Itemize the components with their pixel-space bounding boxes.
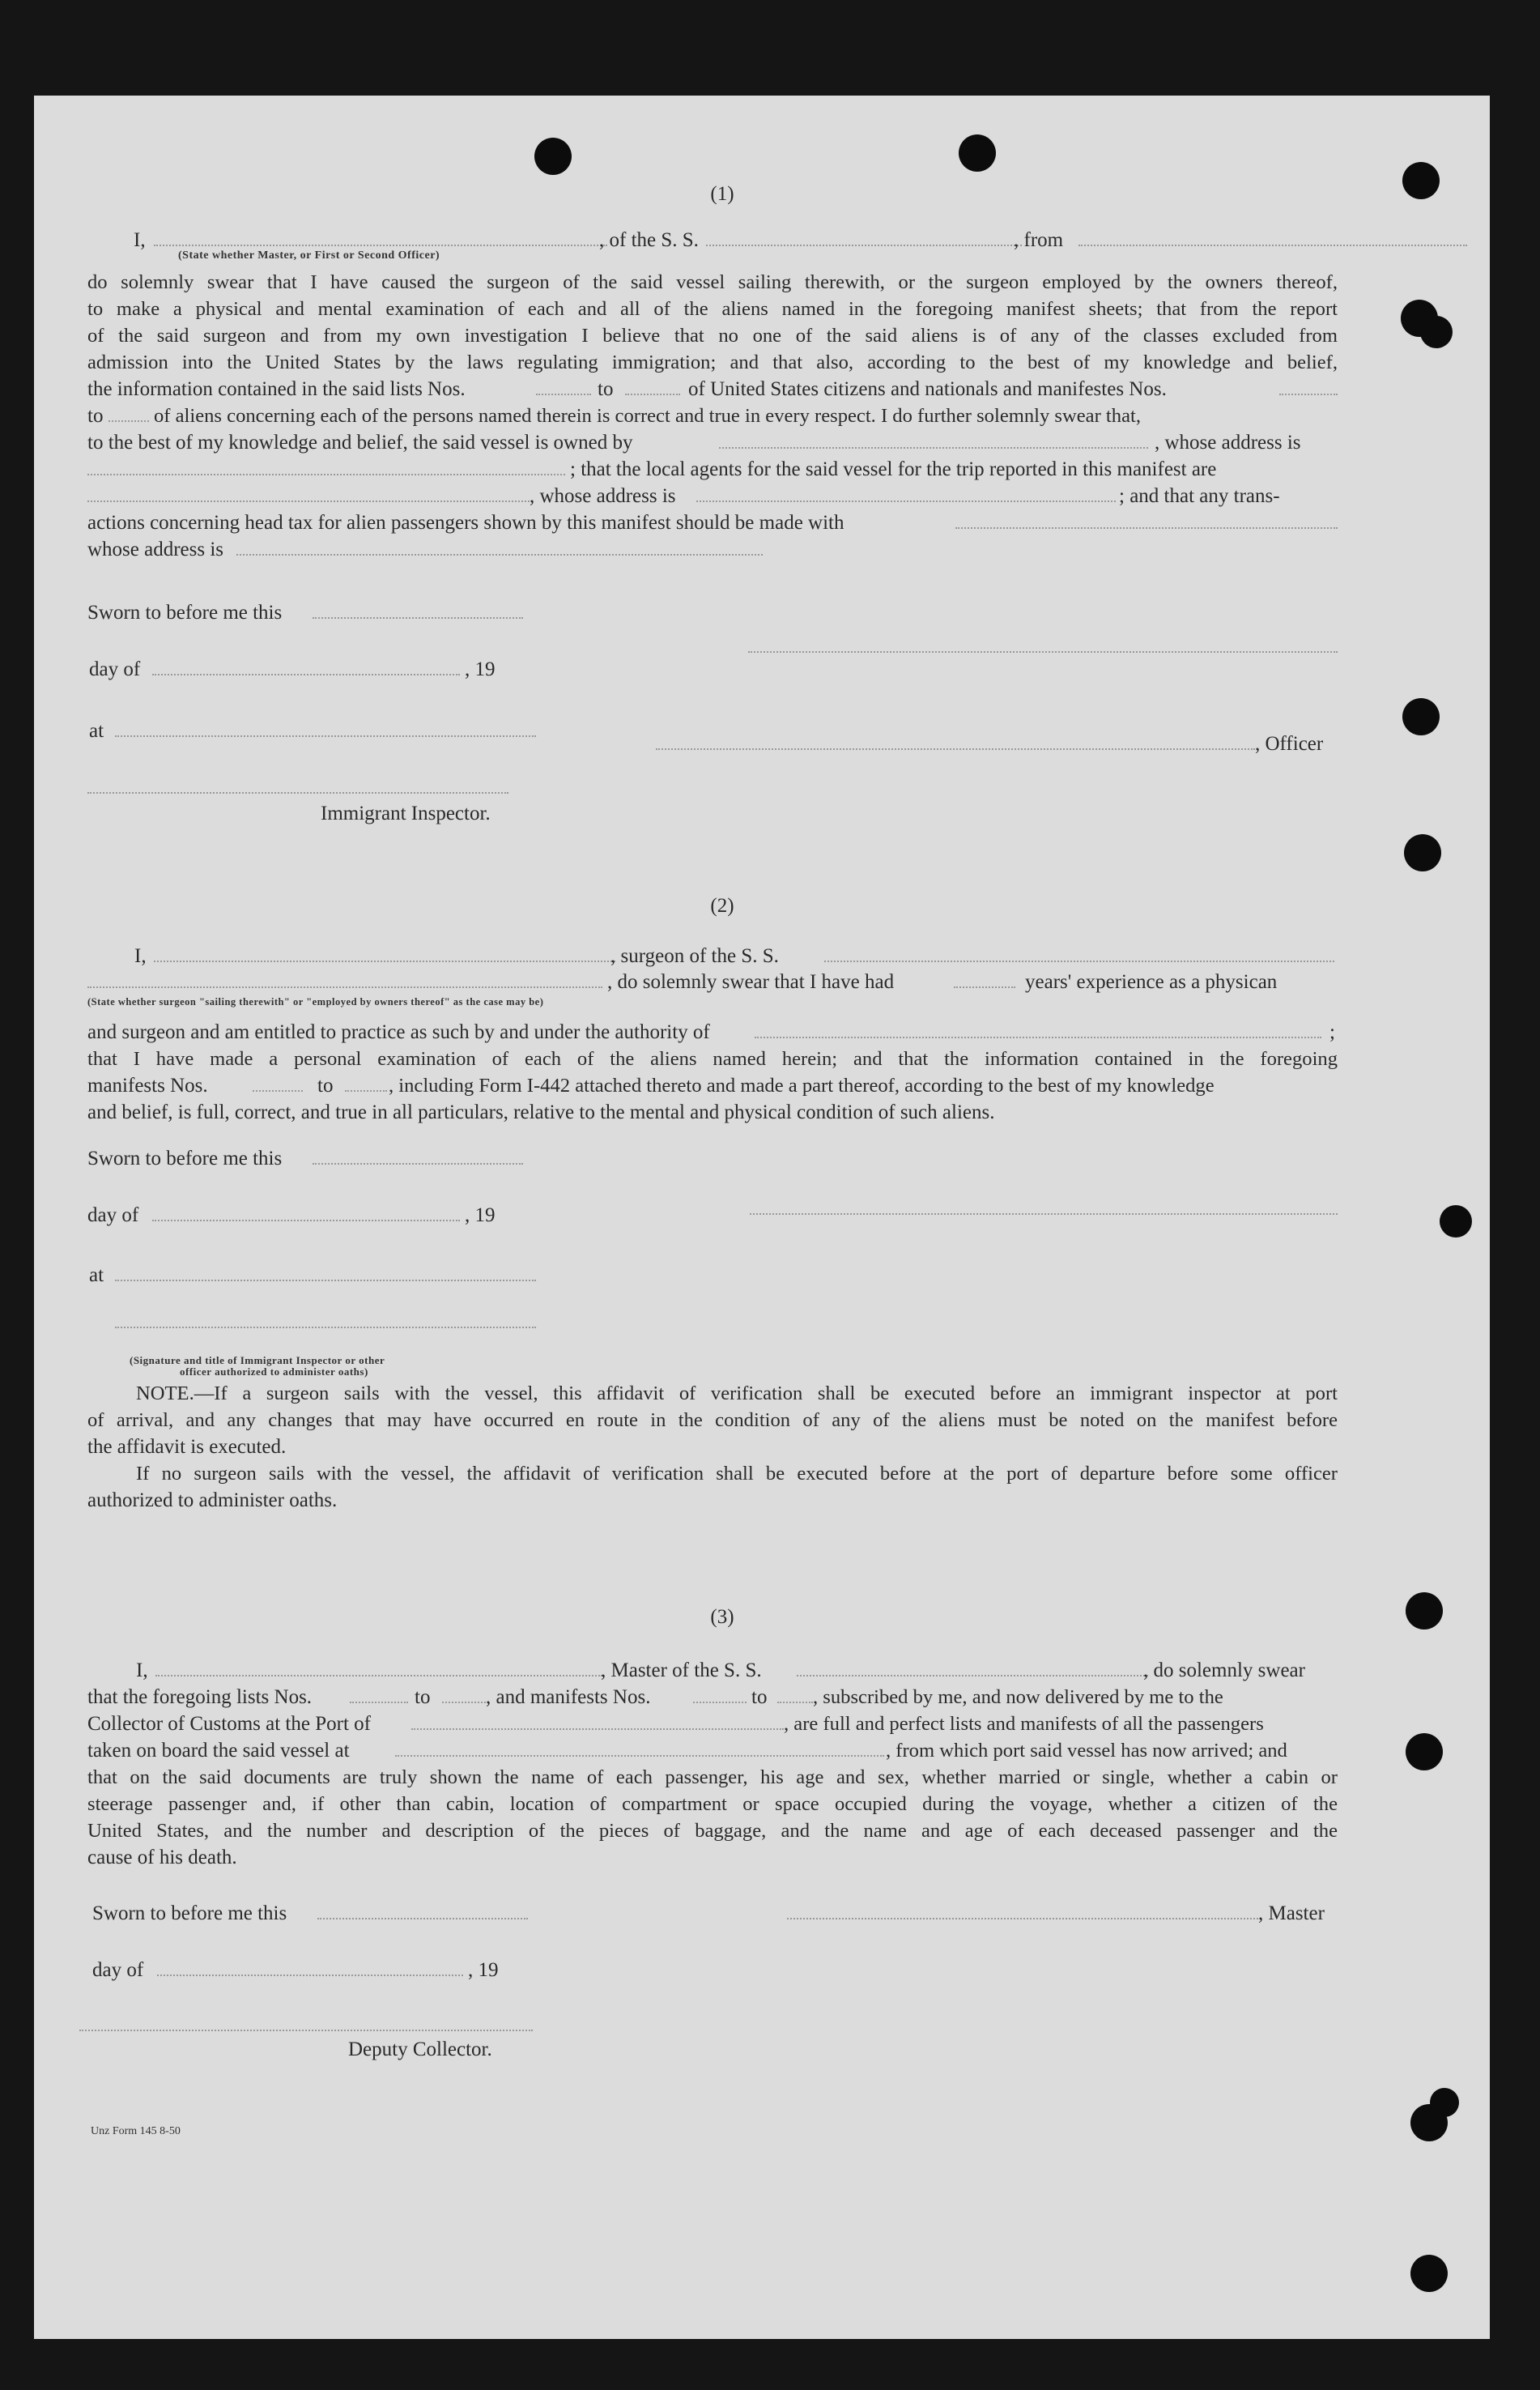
surgeon-of-label: , surgeon of the S. S.	[610, 945, 779, 967]
punch-hole	[1420, 316, 1453, 348]
sec2-at-field[interactable]	[115, 1280, 536, 1281]
sec1-line-11: whose address is	[87, 539, 224, 560]
master-name-field[interactable]	[155, 1675, 602, 1676]
note-line-1: NOTE.—If a surgeon sails with the vessel, this affidavit of verification shall be executed before an immigrant inspector at port	[136, 1382, 1338, 1404]
sec3-line-1d: to	[751, 1686, 768, 1708]
punch-hole	[1440, 1205, 1472, 1238]
sec1-line-7a: to the best of my knowledge and belief, the said vessel is owned by	[87, 432, 633, 454]
sec1-line-10: actions concerning head tax for alien passengers shown by this manifest should be made with	[87, 512, 844, 534]
sec3-line-7: cause of his death.	[87, 1847, 237, 1868]
sig-note-1: (Signature and title of Immigrant Inspector or other	[130, 1354, 385, 1366]
sec1-line-9b: ; and that any trans-	[1119, 485, 1280, 507]
punch-hole	[1406, 1733, 1443, 1770]
manifest-from-field[interactable]	[1279, 394, 1338, 395]
sec3-manifest-to-field[interactable]	[777, 1702, 813, 1703]
sec3-collector-label: Deputy Collector.	[348, 2039, 492, 2060]
sec1-line-8: ; that the local agents for the said vessel for the trip reported in this manifest are	[570, 458, 1217, 480]
note-line-4: If no surgeon sails with the vessel, the affidavit of verification shall be executed before at the port of departure before some officer	[136, 1463, 1338, 1485]
citizen-list-to-field[interactable]	[625, 394, 680, 395]
note-line-5: authorized to administer oaths.	[87, 1489, 338, 1511]
sec3-line-3a: taken on board the said vessel at	[87, 1740, 350, 1762]
sec3-line-3b: , from which port said vessel has now arrived; and	[886, 1740, 1287, 1762]
sec3-line-5: steerage passenger and, if other than cabin, location of compartment or space occupied during the voyage, whether a citizen of the	[87, 1793, 1338, 1815]
sec2-line-3a: manifests Nos.	[87, 1075, 208, 1097]
sec1-line-4: admission into the United States by the laws regulating immigration; and that also, according to the best of my knowledge and belief,	[87, 351, 1338, 373]
sec1-signature-line[interactable]	[748, 651, 1338, 653]
sec3-line-1e: , subscribed by me, and now delivered by me to the	[813, 1686, 1223, 1708]
master-vessel-field[interactable]	[797, 1675, 1148, 1676]
sec1-day-field[interactable]	[152, 674, 460, 675]
form-number: Unz Form 145 8-50	[91, 2125, 181, 2137]
sec1-officer-line[interactable]	[656, 748, 1255, 750]
surgeon-status-note: (State whether surgeon "sailing therewith" or "employed by owners thereof" as the case may be)	[87, 996, 544, 1008]
owner-field[interactable]	[719, 447, 1148, 449]
citizen-list-from-field[interactable]	[536, 394, 591, 395]
punch-hole	[1404, 834, 1441, 871]
sec3-line-2b: , are full and perfect lists and manifests of all the passengers	[784, 1713, 1264, 1735]
sec2-year-label: , 19	[465, 1204, 496, 1226]
sec2-at-label: at	[89, 1264, 104, 1286]
punch-hole	[1402, 162, 1440, 199]
years-experience-field[interactable]	[954, 986, 1015, 988]
surgeon-status-field[interactable]	[87, 986, 602, 988]
sec2-sworn-date-field[interactable]	[313, 1163, 523, 1165]
section-3-i: I,	[136, 1659, 148, 1681]
of-ss-label: , of the S. S.	[599, 229, 699, 251]
sec3-master-signature-line[interactable]	[787, 1918, 1261, 1919]
surgeon-vessel-field[interactable]	[824, 961, 1334, 962]
sec1-at-field[interactable]	[115, 735, 536, 737]
sec2-officer-line[interactable]	[115, 1327, 536, 1328]
sec3-line-4: that on the said documents are truly shown the name of each passenger, his age and sex, whether married or single, whether a cabin or	[87, 1766, 1338, 1788]
sec1-line-6b: of aliens concerning each of the persons named therein is correct and true in every respect. I do further solemnly swear that,	[154, 405, 1141, 427]
years-label: years' experience as a physican	[1025, 971, 1278, 993]
officer-name-field[interactable]	[154, 245, 607, 246]
sec1-inspector-line[interactable]	[87, 792, 508, 794]
sec2-line-2: that I have made a personal examination of each of the aliens named herein; and that the information contained in the foregoing	[87, 1048, 1338, 1070]
sec3-line-1a: that the foregoing lists Nos.	[87, 1686, 313, 1708]
officer-title-note: (State whether Master, or First or Second Officer)	[178, 249, 440, 262]
agents-field[interactable]	[87, 501, 533, 502]
sec3-line-6: United States, and the number and description of the pieces of baggage, and the name and age of each deceased passenger and the	[87, 1820, 1338, 1842]
customs-port-field[interactable]	[411, 1728, 784, 1730]
sec1-sworn-date-field[interactable]	[313, 617, 523, 619]
section-2-number: (2)	[710, 895, 734, 917]
sec1-sworn-label: Sworn to before me this	[87, 602, 283, 624]
sec3-day-of-label: day of	[92, 1959, 144, 1981]
sec3-line-1b: to	[415, 1686, 431, 1708]
punch-hole	[959, 134, 996, 172]
vessel-name-field[interactable]	[706, 245, 1022, 246]
sec1-line-7b: , whose address is	[1155, 432, 1301, 454]
sec3-line-2a: Collector of Customs at the Port of	[87, 1713, 371, 1735]
sec3-sworn-date-field[interactable]	[317, 1918, 528, 1919]
sec1-line-5a: the information contained in the said lists Nos.	[87, 378, 466, 400]
sec1-line-2: to make a physical and mental examination of each and all of the aliens named in the foregoing manifest sheets; that from the report	[87, 298, 1338, 320]
section-1-number: (1)	[710, 183, 734, 205]
surgeon-swear-label: , do solemnly swear that I have had	[607, 971, 895, 993]
punch-hole	[1402, 698, 1440, 735]
authority-semicolon: ;	[1329, 1021, 1335, 1043]
note-line-2: of arrival, and any changes that may have occurred en route in the condition of any of the aliens must be noted on the manifest before	[87, 1409, 1338, 1431]
from-label: , from	[1014, 229, 1064, 251]
form-page	[34, 96, 1490, 2339]
punch-hole	[1410, 2255, 1448, 2292]
sec1-line-5c: of United States citizens and nationals and manifestes Nos.	[688, 378, 1167, 400]
sec3-lists-to-field[interactable]	[442, 1702, 486, 1703]
head-tax-address-field[interactable]	[236, 554, 763, 556]
sec2-day-field[interactable]	[152, 1220, 460, 1221]
sec3-sworn-label: Sworn to before me this	[92, 1902, 287, 1924]
agents-address-field[interactable]	[696, 501, 1116, 502]
sec1-day-of-label: day of	[89, 658, 141, 680]
sec3-manifest-from-field[interactable]	[693, 1702, 747, 1703]
sig-note-2: officer authorized to administer oaths)	[180, 1365, 368, 1378]
sec2-line-1: and surgeon and am entitled to practice as such by and under the authority of	[87, 1021, 710, 1043]
boarding-port-field[interactable]	[395, 1755, 884, 1757]
sec2-sworn-label: Sworn to before me this	[87, 1148, 283, 1169]
master-of-label: , Master of the S. S.	[601, 1659, 762, 1681]
sec2-line-3b: to	[317, 1075, 334, 1097]
departure-port-field[interactable]	[1078, 245, 1467, 246]
sec3-day-field[interactable]	[157, 1975, 463, 1976]
master-swear-label: , do solemnly swear	[1143, 1659, 1305, 1681]
authority-field[interactable]	[755, 1037, 1321, 1038]
sec3-collector-line[interactable]	[79, 2030, 533, 2031]
sec2-line-4: and belief, is full, correct, and true in all particulars, relative to the mental and physical condition of such aliens.	[87, 1101, 995, 1123]
sec3-lists-from-field[interactable]	[350, 1702, 408, 1703]
sec2-day-of-label: day of	[87, 1204, 139, 1226]
punch-hole	[1406, 1592, 1443, 1630]
sec1-inspector-label: Immigrant Inspector.	[321, 803, 491, 824]
surgeon-manifest-from-field[interactable]	[253, 1090, 303, 1092]
sec1-at-label: at	[89, 720, 104, 742]
sec1-year-label: , 19	[465, 658, 496, 680]
sec1-line-6a: to	[87, 405, 104, 427]
sec2-signature-line[interactable]	[750, 1213, 1338, 1215]
note-line-3: the affidavit is executed.	[87, 1436, 287, 1458]
punch-hole	[1430, 2088, 1459, 2117]
sec3-line-1c: , and manifests Nos.	[486, 1686, 651, 1708]
sec1-line-5b: to	[598, 378, 614, 400]
sec2-line-3c: , including Form I-442 attached thereto and made a part thereof, according to the best of my knowledge	[389, 1075, 1215, 1097]
surgeon-name-field[interactable]	[154, 961, 615, 962]
section-1-i: I,	[134, 229, 146, 251]
owner-address-field[interactable]	[87, 474, 565, 475]
sec1-line-1: do solemnly swear that I have caused the surgeon of the said vessel sailing therewith, or the surgeon employed by the owners thereof,	[87, 271, 1338, 293]
sec3-year-label: , 19	[468, 1959, 499, 1981]
punch-hole	[534, 138, 572, 175]
sec1-line-9a: , whose address is	[530, 485, 676, 507]
sec3-master-label: , Master	[1258, 1902, 1325, 1924]
sec1-officer-label: , Officer	[1255, 733, 1324, 755]
section-2-i: I,	[134, 945, 147, 967]
section-3-number: (3)	[710, 1606, 734, 1628]
head-tax-field[interactable]	[955, 527, 1338, 529]
sec1-line-3: of the said surgeon and from my own investigation I believe that no one of the said aliens is of any of the classes excluded from	[87, 325, 1338, 347]
surgeon-manifest-to-field[interactable]	[345, 1090, 387, 1092]
manifest-to-field[interactable]	[108, 420, 149, 422]
